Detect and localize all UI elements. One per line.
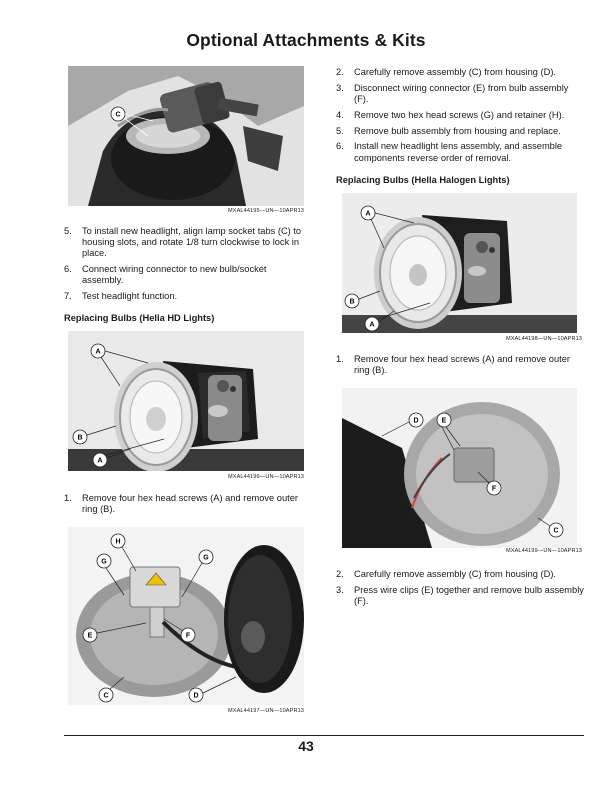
photo-bulb-socket	[68, 66, 304, 206]
svg-text:D: D	[193, 692, 199, 700]
page-number: 43	[298, 738, 314, 754]
figure-caption: MXAL44197—UN—10APR13	[228, 708, 304, 714]
step-list	[336, 354, 584, 381]
svg-text:D: D	[413, 417, 419, 425]
svg-text:H: H	[115, 538, 121, 546]
figure-caption: MXAL44195—UN—10APR13	[228, 208, 304, 214]
list-item: 4. Remove two hex head screws (G) and retainer (H).	[336, 109, 565, 120]
step-list	[336, 67, 584, 168]
step-list	[64, 226, 310, 307]
svg-text:A: A	[95, 348, 101, 356]
list-item: 3. Disconnect wiring connector (E) from bulb assembly (F).	[336, 82, 569, 104]
svg-text:E: E	[87, 632, 93, 640]
footer-divider	[64, 735, 584, 736]
list-item: 3. Press wire clips (E) together and remove bulb assembly (F).	[336, 584, 584, 606]
svg-text:A: A	[369, 321, 375, 329]
callout-label: C	[115, 111, 121, 119]
figure-caption: MXAL44196—UN—10APR13	[228, 474, 304, 480]
list-item: 5. Remove bulb assembly from housing and replace.	[336, 125, 561, 136]
svg-text:A: A	[97, 457, 103, 465]
svg-text:C: C	[103, 692, 109, 700]
page-title: Optional Attachments & Kits	[186, 30, 426, 50]
figure-caption: MXAL44199—UN—10APR13	[506, 548, 582, 554]
svg-text:A: A	[365, 210, 371, 218]
svg-text:B: B	[77, 434, 83, 442]
photo-hella-hd-light	[68, 331, 304, 471]
photo-hella-halogen-light	[342, 193, 577, 333]
svg-text:E: E	[441, 417, 447, 425]
svg-text:G: G	[101, 558, 107, 566]
step-list	[336, 569, 584, 612]
svg-text:G: G	[203, 554, 209, 562]
list-item: 2. Carefully remove assembly (C) from housing (D).	[336, 569, 557, 579]
svg-text:F: F	[491, 485, 497, 493]
section-heading: Replacing Bulbs (Hella HD Lights)	[64, 313, 215, 323]
photo-hella-hd-disassembled	[68, 527, 304, 705]
svg-text:F: F	[185, 632, 191, 640]
list-item: 1. Remove four hex head screws (A) and remove outer ring (B).	[336, 354, 570, 376]
step-list	[64, 493, 310, 520]
svg-text:C: C	[553, 527, 559, 535]
list-item: 7. Test headlight function.	[64, 291, 178, 302]
list-item: 1. Remove four hex head screws (A) and remove outer ring (B).	[64, 493, 298, 515]
photo-hella-halogen-disassembled	[342, 388, 577, 548]
figure-caption: MXAL44198—UN—10APR13	[506, 336, 582, 342]
svg-text:B: B	[349, 298, 355, 306]
list-item: 5. To install new headlight, align lamp socket tabs (C) to housing slots, and rotate 1/8 turn clockwise to lock in place.	[64, 226, 302, 259]
list-item: 2. Carefully remove assembly (C) from housing (D).	[336, 67, 557, 77]
section-heading: Replacing Bulbs (Hella Halogen Lights)	[336, 175, 510, 185]
list-item: 6. Install new headlight lens assembly, and assemble components reverse order of removal.	[336, 141, 563, 163]
list-item: 6. Connect wiring connector to new bulb/socket assembly.	[64, 264, 267, 286]
